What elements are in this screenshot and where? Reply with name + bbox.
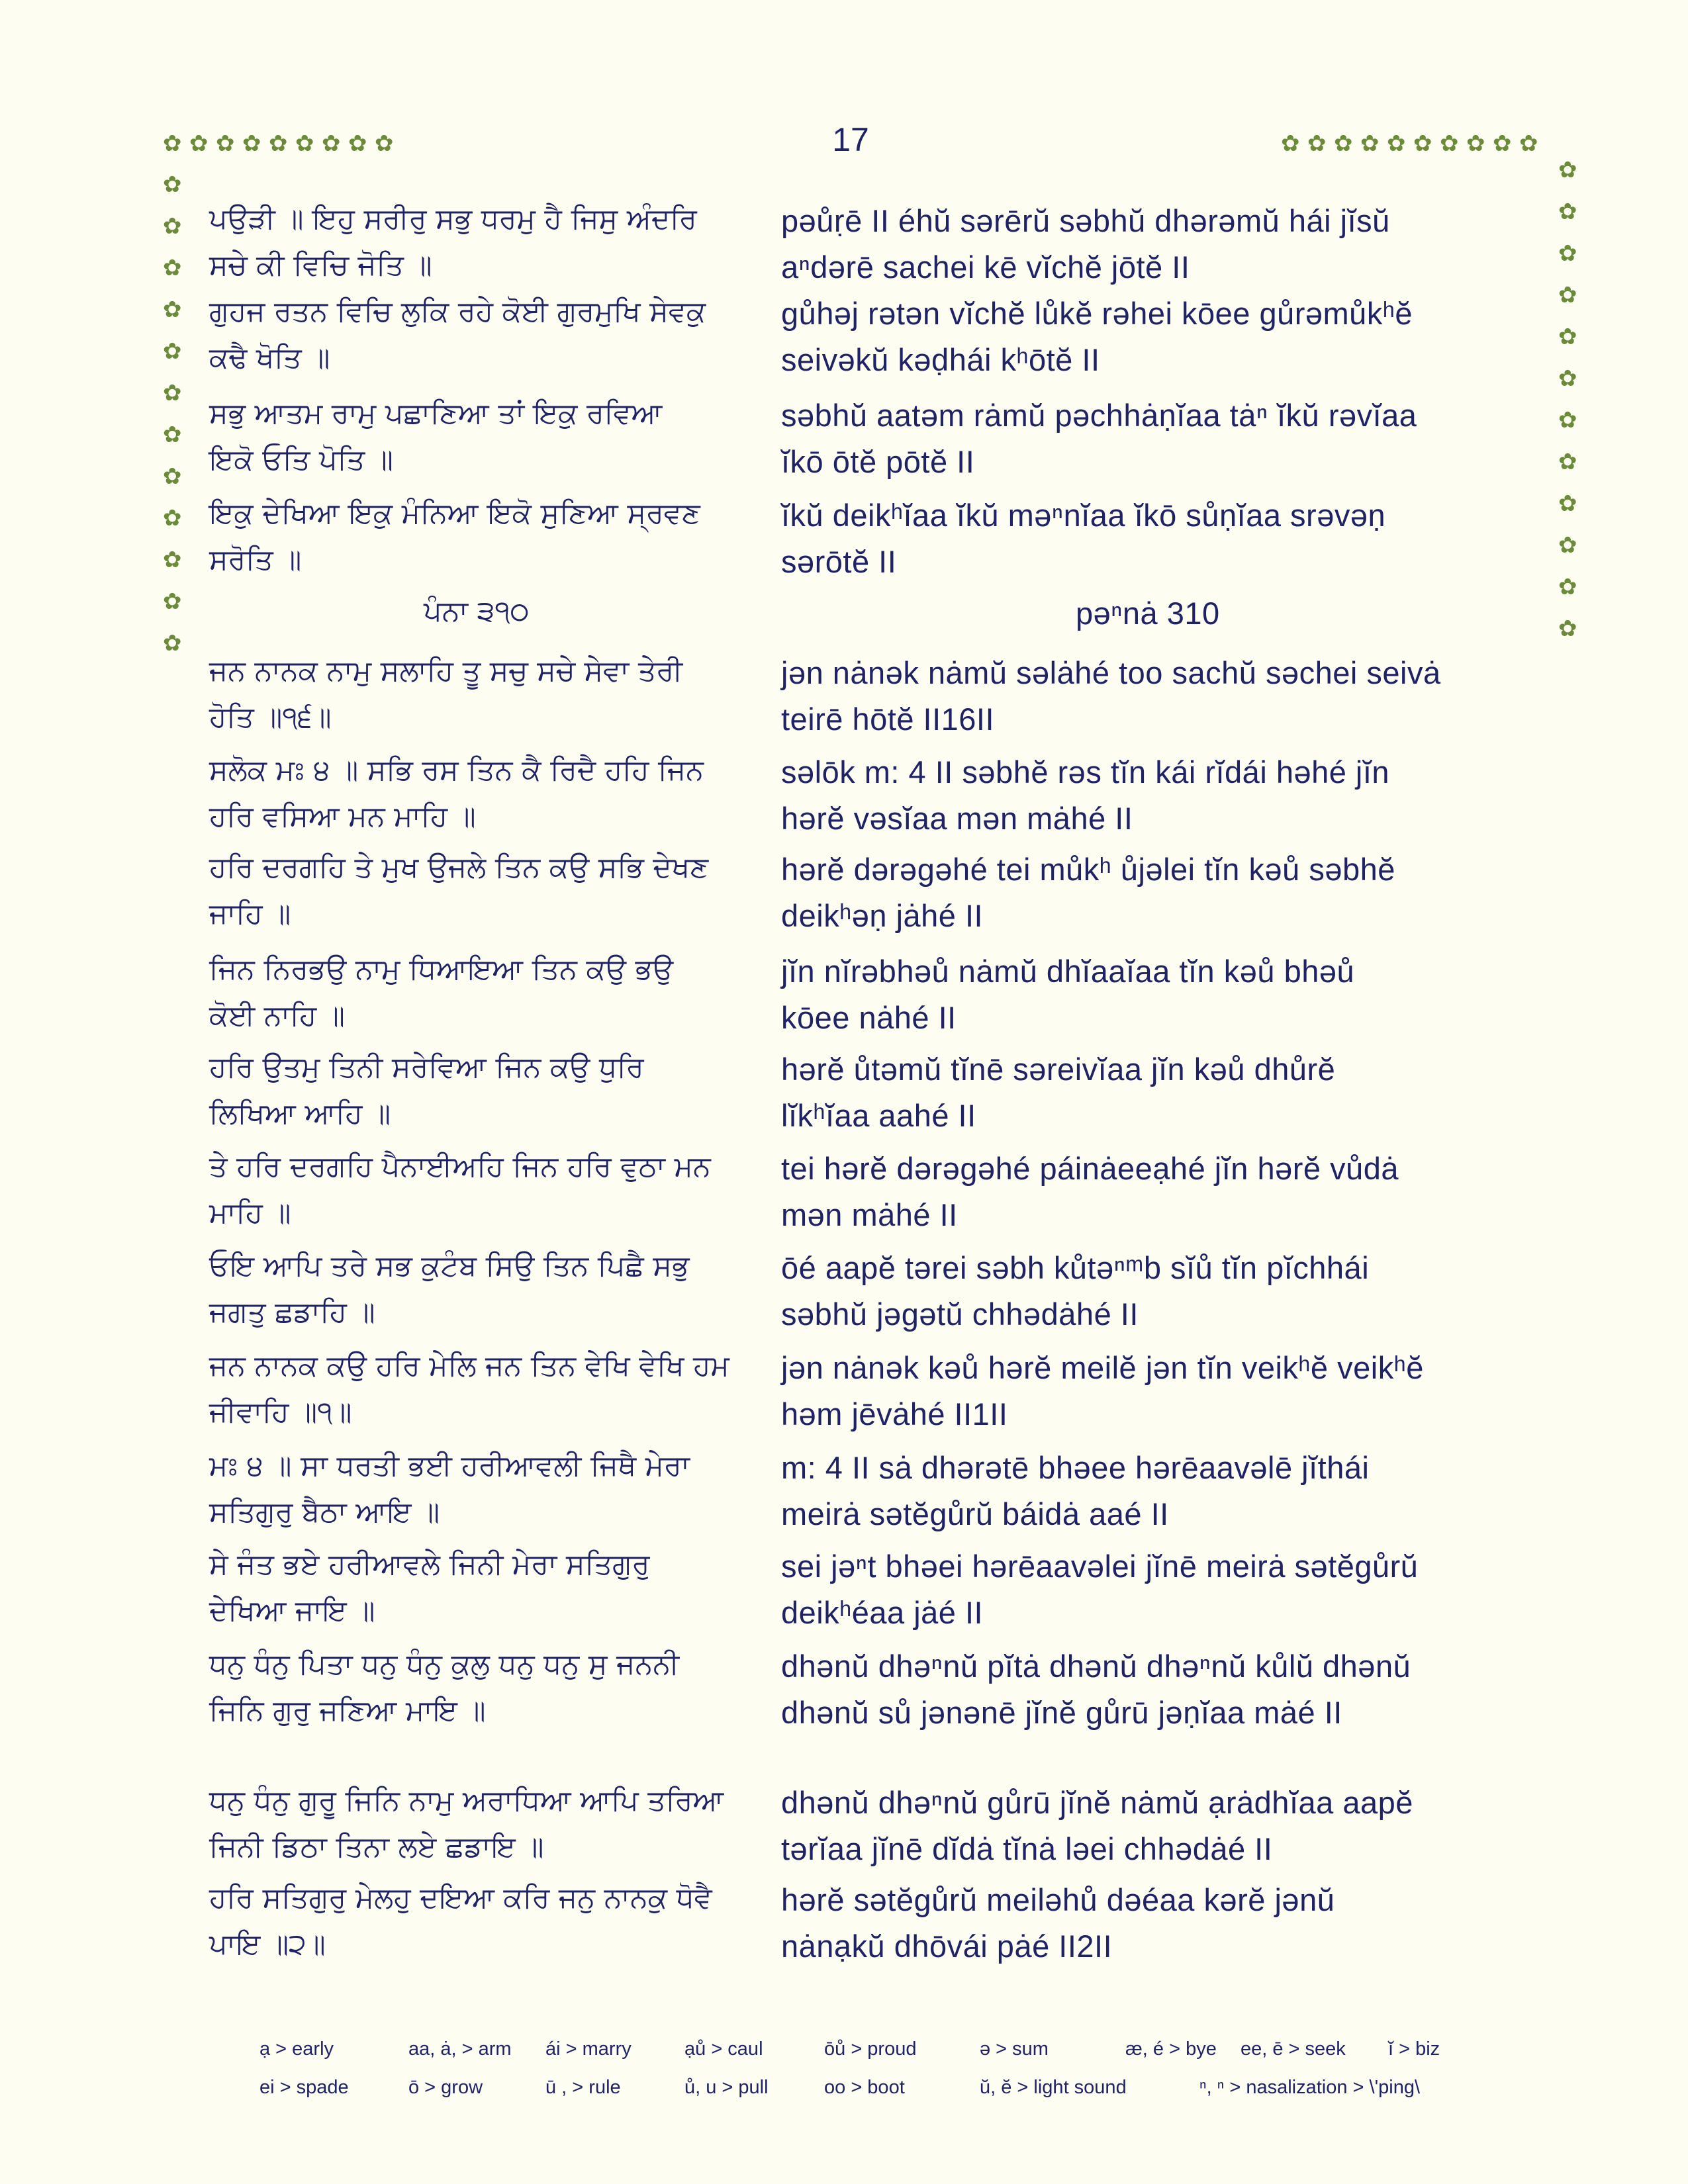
gurmukhi-line: ਇਕੋ ਓਤਿ ਪੋਤਿ ॥ [209,443,393,477]
flower-ornament-icon: ✿ [1558,574,1577,600]
legend-entry: æ, é > bye [1125,2038,1217,2060]
flower-ornament-icon: ✿ [163,463,182,490]
flower-ornament-icon: ✿ [1360,130,1380,157]
flower-ornament-icon: ✿ [1493,130,1512,157]
legend-entry: aa, ȧ, > arm [408,2038,512,2060]
legend-entry: ů, u > pull [684,2077,769,2098]
flower-ornament-icon: ✿ [1558,449,1577,475]
flower-ornament-icon: ✿ [163,171,182,198]
transliteration-line: hərĕ dərəgəhé tei můkʰ ůjəlei tĭn kəů səbhĕ [781,852,1395,887]
legend-entry: ạů > caul [684,2038,763,2060]
flower-ornament-icon: ✿ [1558,532,1577,559]
transliteration-line: hərĕ vəsĭaa mən mȧhé II [781,801,1133,836]
flower-ornament-icon: ✿ [375,130,394,157]
transliteration-line: həm jēvȧhé II1II [781,1396,1008,1432]
transliteration-line: m: 4 II sȧ dhərətē bhəee hərēaavəlē jĭthái [781,1450,1370,1485]
flower-ornament-icon: ✿ [163,547,182,573]
legend-entry: ə > sum [980,2038,1049,2060]
gurmukhi-line: ਇਕੁ ਦੇਖਿਆ ਇਕੁ ਮੰਨਿਆ ਇਕੋ ਸੁਣਿਆ ਸ੍ਰਵਣ [209,497,700,530]
flower-ornament-icon: ✿ [295,130,314,157]
transliteration-line: deikʰéaa jȧé II [781,1595,984,1630]
flower-ornament-icon: ✿ [1519,130,1538,157]
transliteration-line: səlōk m: 4 II səbhĕ rəs tĭn kái rĭdái həhé jĭn [781,754,1390,790]
flower-ornament-icon: ✿ [163,338,182,365]
gurmukhi-line: ਕਢੈ ਖੋਤਿ ॥ [209,341,330,375]
flower-ornament-icon: ✿ [348,130,367,157]
legend-entry: ⁿ, ⁿ > nasalization > \'ping\ [1199,2077,1421,2098]
flower-ornament-icon: ✿ [1558,199,1577,225]
flower-ornament-icon: ✿ [163,255,182,281]
gurmukhi-line: ਸਤਿਗੁਰੁ ਬੈਠਾ ਆਇ ॥ [209,1496,440,1529]
gurmukhi-line: ਜਿਨ ਨਿਰਭਉ ਨਾਮੁ ਧਿਆਇਆ ਤਿਨ ਕਉ ਭਉ [209,953,674,986]
gurmukhi-line: ਹਰਿ ਸਤਿਗੁਰੁ ਮੇਲਹੁ ਦਇਆ ਕਰਿ ਜਨੁ ਨਾਨਕੁ ਧੋਵੈ [209,1882,712,1915]
flower-ornament-icon: ✿ [163,422,182,448]
flower-ornament-icon: ✿ [163,588,182,615]
flower-ornament-icon: ✿ [1334,130,1353,157]
gurmukhi-line: ਕੋਈ ਨਾਹਿ ॥ [209,999,345,1032]
gurmukhi-line: ਹੋਤਿ ॥੧੬॥ [209,701,332,734]
gurmukhi-line: ਓਇ ਆਪਿ ਤਰੇ ਸਭ ਕੁਟੰਬ ਸਿਉ ਤਿਨ ਪਿਛੈ ਸਭੁ [209,1250,690,1283]
gurmukhi-line: ਹਰਿ ਵਸਿਆ ਮਨ ਮਾਹਿ ॥ [209,800,476,833]
flower-ornament-icon: ✿ [189,130,209,157]
gurmukhi-line: ਮਾਹਿ ॥ [209,1197,291,1230]
legend-entry: ōů > proud [824,2038,917,2060]
transliteration-line: jən nȧnək kəů hərĕ meilĕ jən tĭn veikʰĕ veikʰĕ [781,1350,1424,1385]
transliteration-line: jən nȧnək nȧmŭ səlȧhé too sachŭ səchei seivȧ [781,655,1441,690]
flower-ornament-icon: ✿ [163,213,182,240]
transliteration-line: hərĕ ůtəmŭ tĭnē səreivĭaa jĭn kəů dhůrĕ [781,1052,1336,1087]
transliteration-line: aⁿdərē sachei kē vĭchĕ jōtĕ II [781,250,1190,285]
flower-ornament-icon: ✿ [163,296,182,323]
transliteration-line: tərĭaa jĭnē dĭdȧ tĭnȧ ləei chhədȧé II [781,1831,1273,1866]
legend-entry: ō > grow [408,2077,483,2098]
flower-ornament-icon: ✿ [163,505,182,531]
gurmukhi-line: ਜੀਵਾਹਿ ॥੧॥ [209,1396,352,1429]
page-marker-roman: pəⁿnȧ 310 [1076,596,1220,631]
gurmukhi-line: ਲਿਖਿਆ ਆਹਿ ॥ [209,1097,391,1130]
flower-ornament-icon: ✿ [242,130,261,157]
transliteration-line: ōé aapĕ tərei səbh kůtəⁿᵐb sĭů tĭn pĭchhái [781,1250,1370,1285]
gurmukhi-line: ਜਨ ਨਾਨਕ ਕਉ ਹਰਿ ਮੇਲਿ ਜਨ ਤਿਨ ਵੇਖਿ ਵੇਖਿ ਹਮ [209,1349,729,1383]
gurmukhi-line: ਗੁਹਜ ਰਤਨ ਵਿਚਿ ਲੁਕਿ ਰਹੇ ਕੋਈ ਗੁਰਮੁਖਿ ਸੇਵਕੁ [209,295,706,328]
legend-entry: ei > spade [259,2077,349,2098]
transliteration-line: kōee nȧhé II [781,1000,957,1035]
transliteration-line: dhənŭ dhəⁿnŭ gůrū jĭnĕ nȧmŭ ạrȧdhĭaa aapĕ [781,1785,1413,1820]
transliteration-line: jĭn nĭrəbhəů nȧmŭ dhĭaaĭaa tĭn kəů bhəů [781,954,1355,989]
flower-ornament-icon: ✿ [1413,130,1432,157]
flower-ornament-icon: ✿ [163,380,182,406]
transliteration-line: dhənŭ sů jənənē jĭnĕ gůrū jəṇĭaa mȧé II [781,1695,1342,1730]
flower-ornament-icon: ✿ [163,630,182,657]
gurmukhi-line: ਪਾਇ ॥੨॥ [209,1928,326,1961]
gurmukhi-line: ਸਭੁ ਆਤਮ ਰਾਮੁ ਪਛਾਣਿਆ ਤਾਂ ਇਕੁ ਰਵਿਆ [209,397,663,430]
flower-ornament-icon: ✿ [1466,130,1485,157]
legend-entry: ĭ > biz [1388,2038,1440,2060]
transliteration-line: hərĕ sətĕgůrŭ meiləhů dəéaa kərĕ jənŭ [781,1882,1335,1917]
page-number: 17 [832,121,869,158]
flower-ornament-icon: ✿ [1281,130,1300,157]
gurmukhi-line: ਜਨ ਨਾਨਕ ਨਾਮੁ ਸਲਾਹਿ ਤੂ ਸਚੁ ਸਚੇ ਸੇਵਾ ਤੇਰੀ [209,655,683,688]
transliteration-line: teirē hōtĕ II16II [781,702,995,737]
gurmukhi-line: ਸਰੋਤਿ ॥ [209,543,302,576]
flower-ornament-icon: ✿ [163,130,182,157]
flower-ornament-icon: ✿ [1558,407,1577,433]
transliteration-line: səbhŭ jəgətŭ chhədȧhé II [781,1297,1139,1332]
transliteration-line: gůhəj rətən vĭchĕ lůkĕ rəhei kōee gůrəmůkʰĕ [781,296,1413,331]
legend-entry: oo > boot [824,2077,905,2098]
transliteration-line: dhənŭ dhəⁿnŭ pĭtȧ dhənŭ dhəⁿnŭ kůlŭ dhənŭ [781,1649,1411,1684]
transliteration-line: ĭkŭ deikʰĭaa ĭkŭ məⁿnĭaa ĭkō sůṇĭaa srəvəṇ [781,498,1386,533]
flower-ornament-icon: ✿ [269,130,288,157]
gurmukhi-line: ਪਉੜੀ ॥ ਇਹੁ ਸਰੀਰੁ ਸਭੁ ਧਰਮੁ ਹੈ ਜਿਸੁ ਅੰਦਰਿ [209,203,697,236]
transliteration-line: mən mȧhé II [781,1197,958,1232]
transliteration-line: tei hərĕ dərəgəhé páinȧeeạhé jĭn hərĕ vůdȧ [781,1151,1399,1186]
gurmukhi-line: ਧਨੁ ਧੰਨੁ ਗੁਰੂ ਜਿਨਿ ਨਾਮੁ ਅਰਾਧਿਆ ਆਪਿ ਤਰਿਆ [209,1784,724,1817]
flower-ornament-icon: ✿ [322,130,341,157]
gurmukhi-line: ਮਃ ੪ ॥ ਸਾ ਧਰਤੀ ਭਈ ਹਰੀਆਵਲੀ ਜਿਥੈ ਮੇਰਾ [209,1449,690,1482]
flower-ornament-icon: ✿ [1558,490,1577,517]
flower-ornament-icon: ✿ [1440,130,1459,157]
flower-ornament-icon: ✿ [1558,157,1577,183]
transliteration-line: sərōtĕ II [781,544,897,579]
legend-entry: ee, ē > seek [1241,2038,1346,2060]
gurmukhi-line: ਦੇਖਿਆ ਜਾਇ ॥ [209,1594,375,1627]
gurmukhi-line: ਜਿਨਿ ਗੁਰੁ ਜਣਿਆ ਮਾਇ ॥ [209,1694,486,1727]
flower-ornament-icon: ✿ [1558,282,1577,308]
transliteration-line: ĭkō ōtĕ pōtĕ II [781,444,975,479]
transliteration-line: sei jəⁿt bhəei hərēaavəlei jĭnē meirȧ sətĕgůrŭ [781,1549,1419,1584]
page-marker-gurmukhi: ਪੰਨਾ ੩੧੦ [424,595,530,628]
transliteration-line: pəůṛē II éhŭ sərērŭ səbhŭ dhərəmŭ hái jĭsŭ [781,203,1390,238]
gurmukhi-line: ਸੇ ਜੰਤ ਭਏ ਹਰੀਆਵਲੇ ਜਿਨੀ ਮੇਰਾ ਸਤਿਗੁਰੁ [209,1548,650,1581]
flower-ornament-icon: ✿ [1558,324,1577,350]
gurmukhi-line: ਧਨੁ ਧੰਨੁ ਪਿਤਾ ਧਨੁ ਧੰਨੁ ਕੁਲੁ ਧਨੁ ਧਨੁ ਸੁ ਜਨਨੀ [209,1648,680,1681]
legend-entry: ŭ, ĕ > light sound [980,2077,1127,2098]
gurmukhi-line: ਸਚੇ ਕੀ ਵਿਚਿ ਜੋਤਿ ॥ [209,249,432,282]
gurmukhi-line: ਹਰਿ ਦਰਗਹਿ ਤੇ ਮੁਖ ਉਜਲੇ ਤਿਨ ਕਉ ਸਭਿ ਦੇਖਣ [209,851,709,884]
gurmukhi-line: ਜਿਨੀ ਡਿਠਾ ਤਿਨਾ ਲਏ ਛਡਾਇ ॥ [209,1831,544,1864]
transliteration-line: nȧnạkŭ dhōvái pȧé II2II [781,1929,1113,1964]
transliteration-line: deikʰəṇ jȧhé II [781,898,984,933]
gurmukhi-line: ਤੇ ਹਰਿ ਦਰਗਹਿ ਪੈਨਾਈਅਹਿ ਜਿਨ ਹਰਿ ਵੁਠਾ ਮਨ [209,1150,711,1183]
gurmukhi-line: ਜਗਤੁ ਛਡਾਹਿ ॥ [209,1296,375,1329]
flower-ornament-icon: ✿ [1558,365,1577,392]
flower-ornament-icon: ✿ [1387,130,1406,157]
legend-entry: ái > marry [545,2038,632,2060]
flower-ornament-icon: ✿ [216,130,235,157]
transliteration-line: meirȧ sətĕgůrŭ báidȧ aaé II [781,1496,1169,1531]
transliteration-line: seivəkŭ kəḍhái kʰōtĕ II [781,342,1100,377]
flower-ornament-icon: ✿ [1558,615,1577,642]
legend-entry: ū , > rule [545,2077,621,2098]
transliteration-line: səbhŭ aatəm rȧmŭ pəchhȧṇĭaa tȧⁿ ĭkŭ rəvĭaa [781,398,1417,433]
flower-ornament-icon: ✿ [1558,240,1577,267]
legend-entry: ạ > early [259,2038,334,2060]
gurmukhi-line: ਜਾਹਿ ॥ [209,897,291,931]
transliteration-line: lĭkʰĭaa aahé II [781,1098,976,1133]
flower-ornament-icon: ✿ [1307,130,1327,157]
gurmukhi-line: ਸਲੋਕ ਮਃ ੪ ॥ ਸਭਿ ਰਸ ਤਿਨ ਕੈ ਰਿਦੈ ਹਹਿ ਜਿਨ [209,754,704,787]
gurmukhi-line: ਹਰਿ ਉਤਮੁ ਤਿਨੀ ਸਰੇਵਿਆ ਜਿਨ ਕਉ ਧੁਰਿ [209,1051,644,1084]
